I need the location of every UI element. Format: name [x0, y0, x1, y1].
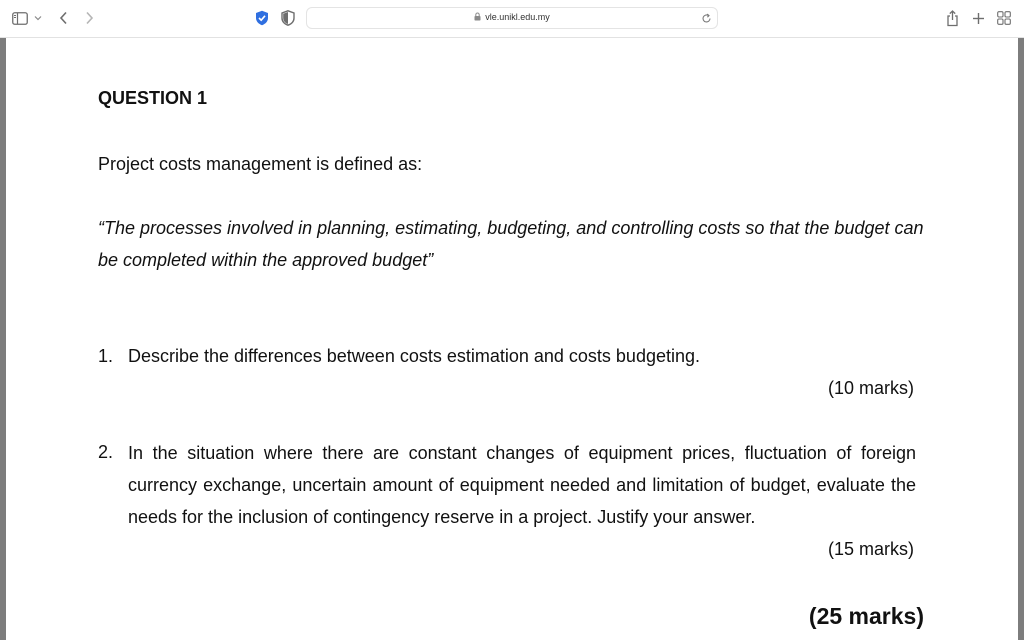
url-display — [307, 12, 717, 23]
privacy-report-icon[interactable] — [280, 9, 296, 27]
chevron-down-icon[interactable] — [33, 10, 43, 26]
item-number: 1. — [98, 346, 114, 366]
item-marks: (10 marks) — [827, 378, 914, 398]
definition-quote: “The processes involved in planning, estimating, budgeting, and controlling costs so that the budget can be completed within the approved budget” — [98, 218, 924, 270]
reload-icon[interactable] — [699, 11, 713, 25]
question-title: QUESTION 1 — [98, 88, 208, 108]
item-text: Describe the differences between costs estimation and costs budgeting. — [128, 346, 701, 366]
item-marks: (15 marks) — [827, 539, 914, 559]
intro-text: Project costs management is defined as: — [98, 154, 423, 174]
item-number: 2. — [98, 442, 114, 462]
item-text: In the situation where there are constant changes of equipment prices, fluctuation of foreign currency exchange, uncertain amount of equipment needed and limitation of budget, evaluate the needs for the inclusion of contingency reserve in a project. Justify your answer. — [128, 443, 916, 527]
plus-icon[interactable] — [970, 8, 986, 28]
browser-toolbar — [0, 0, 1024, 38]
page-edge-right — [1018, 38, 1024, 640]
total-marks: (25 marks) — [808, 603, 924, 629]
document-page — [6, 38, 1018, 640]
back-icon[interactable] — [56, 9, 70, 27]
address-bar[interactable] — [306, 7, 718, 29]
url-text: vle.unikl.edu.my — [485, 12, 550, 22]
tab-overview-icon[interactable] — [996, 9, 1012, 27]
shield-icon[interactable] — [254, 9, 270, 27]
forward-icon[interactable] — [82, 9, 96, 27]
sidebar-icon[interactable] — [11, 10, 29, 26]
lock-icon — [474, 12, 481, 23]
share-icon[interactable] — [944, 8, 960, 28]
